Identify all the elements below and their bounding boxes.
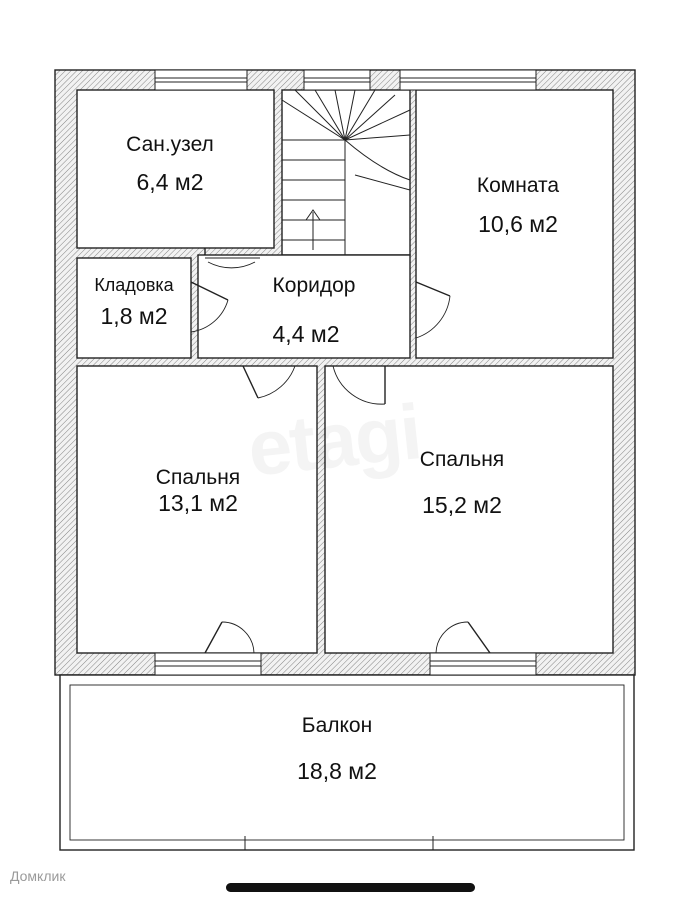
stair-area [282,90,410,255]
room-area-label: 10,6 м2 [478,211,558,237]
bedroom-right-area-label: 15,2 м2 [422,492,502,518]
bedroom-left-name: Спальня [155,466,241,489]
bedroom-right-name: Спальня [419,448,505,471]
balcony-area-label: 18,8 м2 [297,758,377,784]
corridor-area-label: 4,4 м2 [272,321,340,347]
bedroom-left-area-label: 13,1 м2 [158,490,238,516]
brand-logo: Домклик [10,868,66,884]
storage-area-label: 1,8 м2 [100,303,168,329]
corridor-name: Коридор [272,274,356,297]
bathroom-name: Сан.узел [126,133,214,156]
storage-name: Кладовка [94,275,174,295]
room-name: Комната [476,174,560,197]
watermark [244,386,425,494]
balcony-name: Балкон [301,714,373,737]
home-indicator [226,883,475,892]
bathroom-area-label: 6,4 м2 [136,169,204,195]
windows-top [155,70,536,90]
